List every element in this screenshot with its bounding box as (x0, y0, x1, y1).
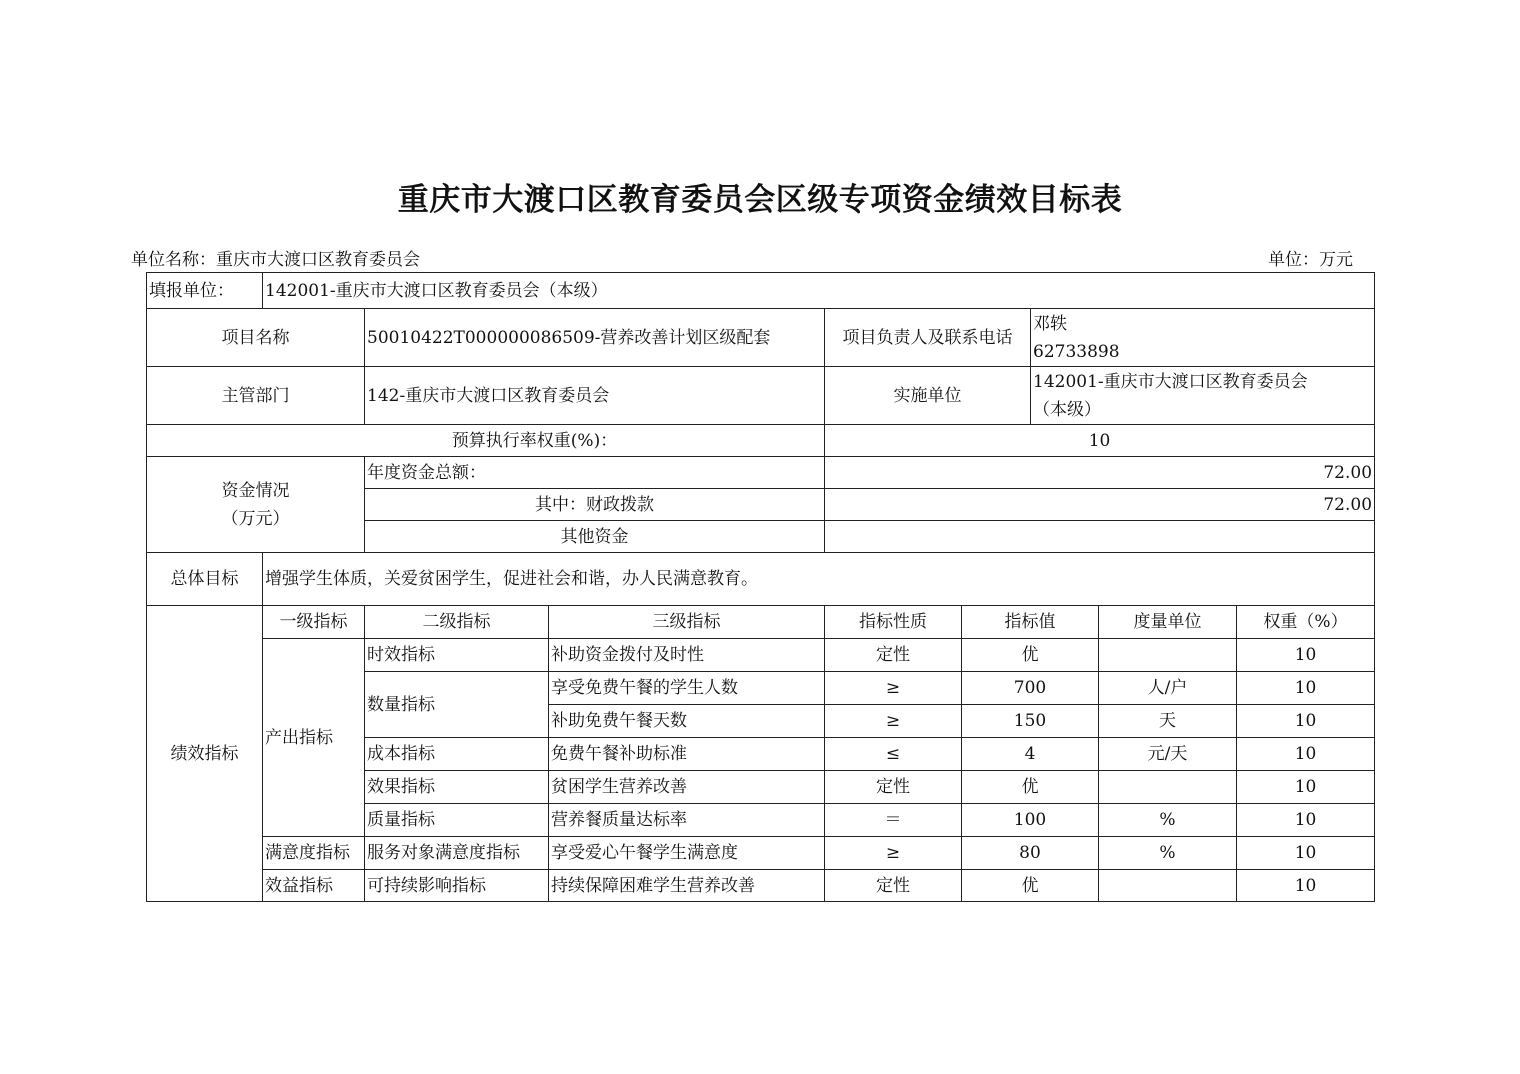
nature-cell: 定性 (825, 870, 962, 902)
project-name-row (147, 309, 1375, 367)
level3-cell: 免费午餐补助标准 (549, 738, 825, 771)
value-cell: 优 (962, 639, 1099, 672)
level3-cell: 持续保障困难学生营养改善 (549, 870, 825, 902)
budget-weight-row (147, 425, 1375, 457)
level3-cell: 享受爱心午餐学生满意度 (549, 837, 825, 870)
unit-cell: 元/天 (1099, 738, 1237, 771)
level2-quality: 质量指标 (365, 804, 549, 837)
project-owner-name: 邓轶 (1033, 313, 1067, 334)
nature-cell: 定性 (825, 771, 962, 804)
fill-unit-row (147, 273, 1375, 309)
level2-effect: 效果指标 (365, 771, 549, 804)
impl-value-line-2: （本级） (1033, 399, 1101, 420)
performance-target-table (146, 272, 1375, 902)
funds-other-value (825, 521, 1375, 553)
overall-goal-label: 总体目标 (147, 553, 263, 606)
project-name-value: 50010422T000000086509-营养改善计划区级配套 (365, 309, 825, 367)
unit-cell: 人/户 (1099, 672, 1237, 705)
funds-total-row (147, 457, 1375, 489)
value-cell: 150 (962, 705, 1099, 738)
nature-cell: 定性 (825, 639, 962, 672)
weight-cell: 10 (1237, 672, 1375, 705)
header-unit: 度量单位 (1099, 606, 1237, 639)
header-level2: 二级指标 (365, 606, 549, 639)
nature-cell: ≤ (825, 738, 962, 771)
unit-cell: % (1099, 804, 1237, 837)
level3-cell: 享受免费午餐的学生人数 (549, 672, 825, 705)
level2-sustain: 可持续影响指标 (365, 870, 549, 902)
project-name-label: 项目名称 (147, 309, 365, 367)
level1-satisfaction: 满意度指标 (263, 837, 365, 870)
level3-cell: 补助免费午餐天数 (549, 705, 825, 738)
unit-cell (1099, 771, 1237, 804)
weight-cell: 10 (1237, 771, 1375, 804)
unit-cell (1099, 870, 1237, 902)
funds-label-line-2: （万元） (221, 508, 290, 529)
weight-cell: 10 (1237, 804, 1375, 837)
project-owner-label: 项目负责人及联系电话 (825, 309, 1031, 367)
funds-label-line-1: 资金情况 (221, 480, 290, 501)
value-cell: 优 (962, 870, 1099, 902)
weight-cell: 10 (1237, 705, 1375, 738)
table-row (147, 870, 1375, 902)
funds-fiscal-value: 72.00 (825, 489, 1375, 521)
level1-output: 产出指标 (263, 639, 365, 837)
unit-cell: 天 (1099, 705, 1237, 738)
level2-service: 服务对象满意度指标 (365, 837, 549, 870)
performance-label: 绩效指标 (147, 606, 263, 902)
weight-cell: 10 (1237, 639, 1375, 672)
value-cell: 700 (962, 672, 1099, 705)
impl-cell (1031, 367, 1375, 425)
unit-cell: % (1099, 837, 1237, 870)
header-level1: 一级指标 (263, 606, 365, 639)
overall-goal-value: 增强学生体质，关爱贫困学生，促进社会和谐，办人民满意教育。 (263, 553, 1375, 606)
impl-label: 实施单位 (825, 367, 1031, 425)
table-row (147, 837, 1375, 870)
project-owner-phone: 62733898 (1033, 341, 1120, 362)
unit-cell (1099, 639, 1237, 672)
nature-cell: ≥ (825, 672, 962, 705)
header-level3: 三级指标 (549, 606, 825, 639)
level3-cell: 贫困学生营养改善 (549, 771, 825, 804)
unit-name: 单位名称：重庆市大渡口区教育委员会 (131, 250, 420, 270)
nature-cell: ＝ (825, 804, 962, 837)
header-nature: 指标性质 (825, 606, 962, 639)
page-title: 重庆市大渡口区教育委员会区级专项资金绩效目标表 (397, 182, 1123, 218)
nature-cell: ≥ (825, 705, 962, 738)
level3-cell: 补助资金拨付及时性 (549, 639, 825, 672)
performance-header-row (147, 606, 1375, 639)
value-cell: 优 (962, 771, 1099, 804)
funds-other-label: 其他资金 (365, 521, 825, 553)
weight-cell: 10 (1237, 738, 1375, 771)
budget-weight-value: 10 (825, 425, 1375, 457)
dept-value: 142-重庆市大渡口区教育委员会 (365, 367, 825, 425)
level2-timeliness: 时效指标 (365, 639, 549, 672)
dept-row (147, 367, 1375, 425)
funds-label (147, 457, 365, 553)
header-weight: 权重（%） (1237, 606, 1375, 639)
unit-currency: 单位：万元 (1268, 250, 1353, 270)
level3-cell: 营养餐质量达标率 (549, 804, 825, 837)
level1-benefit: 效益指标 (263, 870, 365, 902)
value-cell: 100 (962, 804, 1099, 837)
nature-cell: ≥ (825, 837, 962, 870)
weight-cell: 10 (1237, 870, 1375, 902)
table-row (147, 639, 1375, 672)
project-owner-cell (1031, 309, 1375, 367)
header-value: 指标值 (962, 606, 1099, 639)
impl-value-line-1: 142001-重庆市大渡口区教育委员会 (1033, 371, 1308, 392)
weight-cell: 10 (1237, 837, 1375, 870)
funds-total-value: 72.00 (825, 457, 1375, 489)
value-cell: 80 (962, 837, 1099, 870)
level2-cost: 成本指标 (365, 738, 549, 771)
dept-label: 主管部门 (147, 367, 365, 425)
fill-unit-label: 填报单位： (147, 273, 263, 309)
funds-total-label: 年度资金总额： (365, 457, 825, 489)
fill-unit-value: 142001-重庆市大渡口区教育委员会（本级） (263, 273, 1375, 309)
level2-quantity: 数量指标 (365, 672, 549, 738)
budget-weight-label: 预算执行率权重(%)： (147, 425, 825, 457)
overall-goal-row (147, 553, 1375, 606)
value-cell: 4 (962, 738, 1099, 771)
funds-fiscal-label: 其中：财政拨款 (365, 489, 825, 521)
